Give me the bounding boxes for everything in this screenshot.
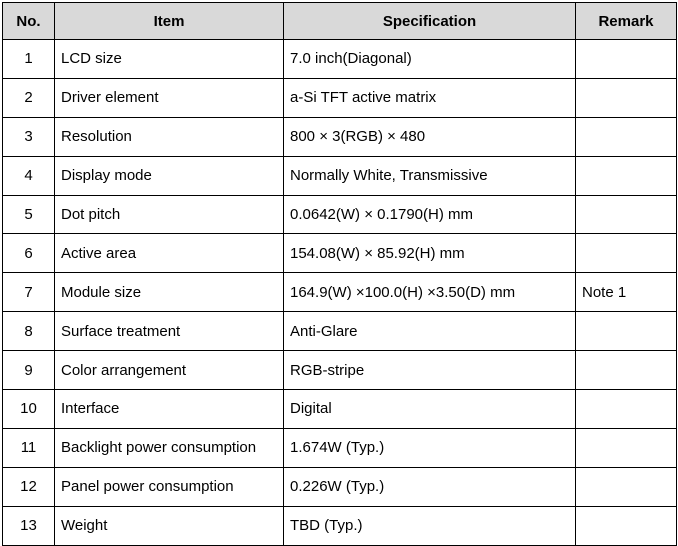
cell-specification: Normally White, Transmissive — [284, 156, 576, 195]
cell-remark — [576, 506, 677, 545]
cell-specification: TBD (Typ.) — [284, 506, 576, 545]
specification-table — [2, 2, 677, 546]
cell-remark — [576, 156, 677, 195]
cell-specification: Digital — [284, 390, 576, 429]
cell-remark — [576, 195, 677, 234]
cell-no: 10 — [3, 390, 55, 429]
table-row — [3, 467, 677, 506]
cell-item: Interface — [55, 390, 284, 429]
cell-no: 5 — [3, 195, 55, 234]
table-row — [3, 234, 677, 273]
cell-specification: 164.9(W) ×100.0(H) ×3.50(D) mm — [284, 273, 576, 312]
table-row — [3, 78, 677, 117]
table-row — [3, 156, 677, 195]
cell-no: 12 — [3, 467, 55, 506]
cell-no: 3 — [3, 117, 55, 156]
table-row — [3, 195, 677, 234]
cell-specification: 0.0642(W) × 0.1790(H) mm — [284, 195, 576, 234]
table-row — [3, 428, 677, 467]
cell-item: LCD size — [55, 40, 284, 79]
cell-specification: a-Si TFT active matrix — [284, 78, 576, 117]
cell-item: Active area — [55, 234, 284, 273]
cell-remark — [576, 78, 677, 117]
cell-item: Dot pitch — [55, 195, 284, 234]
cell-remark — [576, 312, 677, 351]
cell-remark — [576, 351, 677, 390]
cell-specification: 0.226W (Typ.) — [284, 467, 576, 506]
cell-no: 7 — [3, 273, 55, 312]
cell-item: Module size — [55, 273, 284, 312]
cell-item: Color arrangement — [55, 351, 284, 390]
cell-item: Resolution — [55, 117, 284, 156]
header-specification: Specification — [284, 3, 576, 40]
cell-remark: Note 1 — [576, 273, 677, 312]
cell-remark — [576, 467, 677, 506]
header-remark: Remark — [576, 3, 677, 40]
table-row — [3, 312, 677, 351]
cell-remark — [576, 428, 677, 467]
cell-remark — [576, 234, 677, 273]
cell-specification: 800 × 3(RGB) × 480 — [284, 117, 576, 156]
table-row — [3, 273, 677, 312]
cell-no: 8 — [3, 312, 55, 351]
cell-no: 2 — [3, 78, 55, 117]
cell-specification: 1.674W (Typ.) — [284, 428, 576, 467]
cell-no: 1 — [3, 40, 55, 79]
cell-item: Backlight power consumption — [55, 428, 284, 467]
cell-no: 6 — [3, 234, 55, 273]
cell-item: Display mode — [55, 156, 284, 195]
table-row — [3, 117, 677, 156]
cell-item: Surface treatment — [55, 312, 284, 351]
header-no: No. — [3, 3, 55, 40]
cell-no: 13 — [3, 506, 55, 545]
table-row — [3, 390, 677, 429]
cell-no: 9 — [3, 351, 55, 390]
cell-specification: 7.0 inch(Diagonal) — [284, 40, 576, 79]
cell-item: Panel power consumption — [55, 467, 284, 506]
table-row — [3, 40, 677, 79]
cell-item: Driver element — [55, 78, 284, 117]
table-header-row — [3, 3, 677, 40]
cell-specification: 154.08(W) × 85.92(H) mm — [284, 234, 576, 273]
table-row — [3, 351, 677, 390]
table-row — [3, 506, 677, 545]
cell-remark — [576, 117, 677, 156]
cell-no: 4 — [3, 156, 55, 195]
cell-remark — [576, 40, 677, 79]
cell-specification: Anti-Glare — [284, 312, 576, 351]
cell-no: 11 — [3, 428, 55, 467]
cell-item: Weight — [55, 506, 284, 545]
cell-specification: RGB-stripe — [284, 351, 576, 390]
header-item: Item — [55, 3, 284, 40]
cell-remark — [576, 390, 677, 429]
